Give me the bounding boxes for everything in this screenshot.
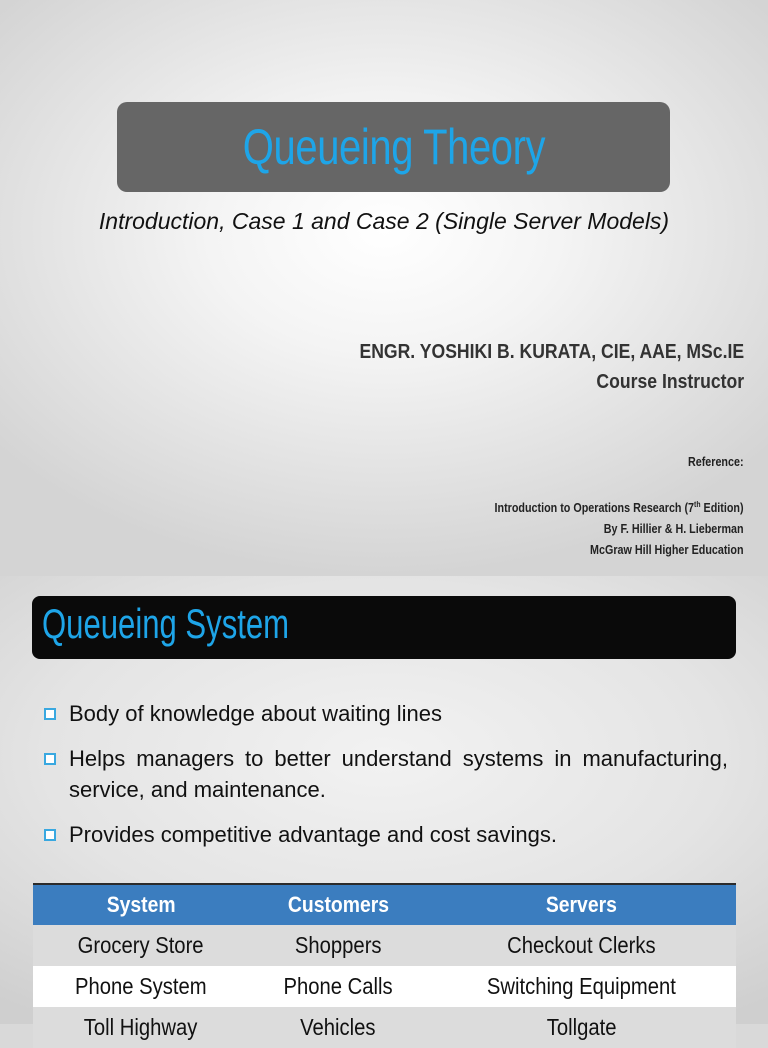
list-item: Provides competitive advantage and cost savings. <box>42 819 728 850</box>
table-cell: Phone Calls <box>249 966 428 1007</box>
checkbox-bullet-icon <box>44 829 56 841</box>
table-row <box>33 1007 736 1048</box>
section-heading: Queueing System <box>42 600 290 647</box>
table-cell: Grocery Store <box>33 925 249 966</box>
table-cell: Tollgate <box>428 1007 736 1048</box>
table-row <box>33 925 736 966</box>
author-block <box>307 337 744 397</box>
list-item: Body of knowledge about waiting lines <box>42 698 728 729</box>
bullet-list <box>42 698 728 864</box>
author-role: Course Instructor <box>596 371 744 393</box>
author-name: ENGR. YOSHIKI B. KURATA, CIE, AAE, MSc.IE <box>359 341 744 363</box>
table-header-row <box>33 884 736 925</box>
reference-label: Reference: <box>688 455 744 469</box>
list-item: Helps managers to better understand systems in manufacturing, service, and maintenance. <box>42 743 728 805</box>
table-cell: Shoppers <box>249 925 428 966</box>
queueing-examples-table <box>33 883 736 1048</box>
table-row <box>33 966 736 1007</box>
title-box <box>117 102 670 192</box>
table-cell: Checkout Clerks <box>428 925 736 966</box>
table-cell: Vehicles <box>249 1007 428 1048</box>
section-header <box>32 596 736 659</box>
table-cell: Phone System <box>33 966 249 1007</box>
column-header: Servers <box>428 884 736 925</box>
table-cell: Toll Highway <box>33 1007 249 1048</box>
reference-authors: By F. Hillier & H. Lieberman <box>604 522 744 537</box>
reference-book: Introduction to Operations Research (7th Edition) <box>494 500 744 516</box>
checkbox-bullet-icon <box>44 708 56 720</box>
column-header: Customers <box>249 884 428 925</box>
reference-block <box>454 452 744 561</box>
checkbox-bullet-icon <box>44 753 56 765</box>
slide-title: Queueing Theory <box>242 119 545 175</box>
column-header: System <box>33 884 249 925</box>
table-cell: Switching Equipment <box>428 966 736 1007</box>
reference-publisher: McGraw Hill Higher Education <box>590 543 744 558</box>
slide-subtitle: Introduction, Case 1 and Case 2 (Single Server Models) <box>98 208 670 234</box>
